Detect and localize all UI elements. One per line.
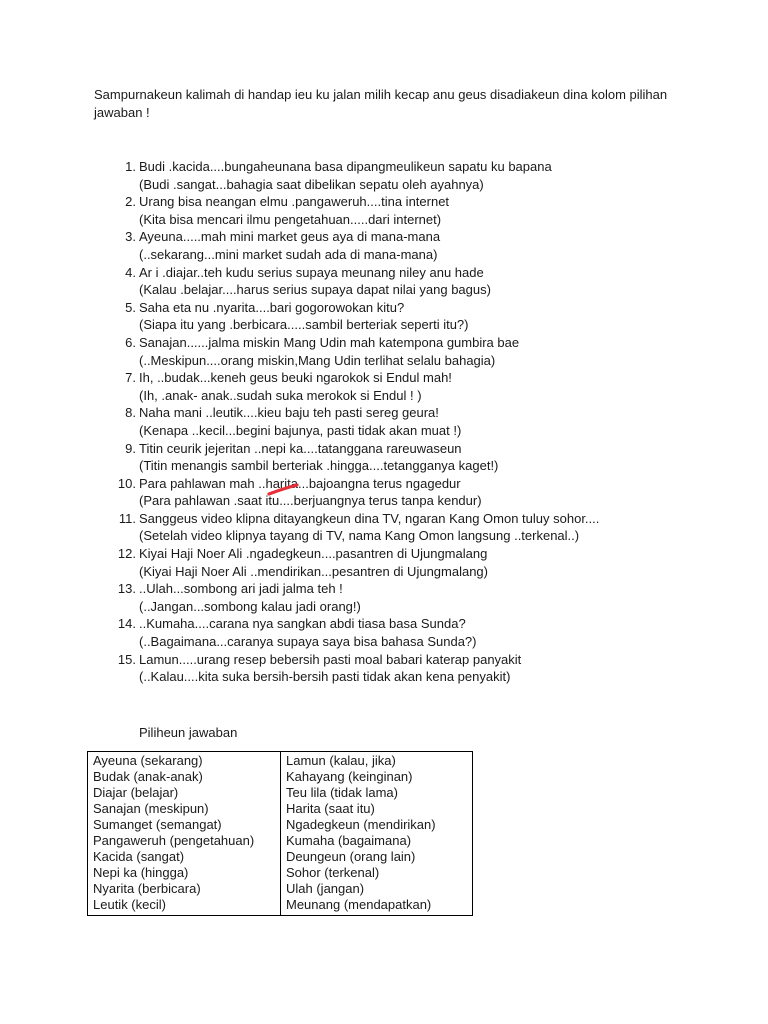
- question-sundanese: ..Ulah...sombong ari jadi jalma teh !: [139, 581, 343, 597]
- choice-item: Deungeun (orang lain): [286, 849, 416, 864]
- question-indonesian: (Kenapa ..kecil...begini bajunya, pasti tidak akan muat !): [139, 422, 462, 438]
- question-number: 14.: [117, 616, 136, 632]
- question-list: [117, 158, 699, 686]
- question-sundanese: Saha eta nu .nyarita....bari gogorowokan kitu?: [139, 299, 405, 315]
- choice-item: Pangaweruh (pengetahuan): [93, 833, 255, 848]
- question-number: 8.: [125, 405, 136, 421]
- question-sundanese: ..Kumaha....carana nya sangkan abdi tiasa basa Sunda?: [139, 616, 466, 632]
- choice-item: Ngadegkeun (mendirikan): [286, 817, 436, 832]
- question-number: 4.: [125, 264, 136, 280]
- choice-item: Harita (saat itu): [286, 801, 375, 816]
- question-sundanese: Sanajan......jalma miskin Mang Udin mah katempona gumbira bae: [139, 334, 520, 350]
- question-indonesian: (..Jangan...sombong kalau jadi orang!): [139, 598, 361, 614]
- question-indonesian: (Ih, .anak- anak..sudah suka merokok si Endul ! ): [139, 387, 422, 403]
- choice-item: Diajar (belajar): [93, 785, 179, 800]
- question-number: 15.: [117, 651, 136, 667]
- question-item: [117, 545, 699, 580]
- question-item: [125, 228, 699, 263]
- question-number: 2.: [125, 194, 136, 210]
- question-number: 1.: [125, 159, 136, 174]
- question-indonesian: (Para pahlawan .saat itu....berjuangnya terus tanpa kendur): [139, 493, 482, 509]
- choice-item: Teu lila (tidak lama): [286, 785, 398, 800]
- question-sundanese: Para pahlawan mah ..harita...bajoangna terus ngagedur: [139, 475, 461, 491]
- question-item: [125, 369, 699, 404]
- question-sundanese: Urang bisa neangan elmu .pangaweruh....tina internet: [139, 194, 450, 210]
- question-number: 7.: [125, 370, 136, 386]
- choice-item: Lamun (kalau, jika): [286, 753, 396, 768]
- question-sundanese: Ar i .diajar..teh kudu serius supaya meunang niley anu hade: [139, 264, 484, 280]
- question-indonesian: (Kita bisa mencari ilmu pengetahuan.....dari internet): [139, 211, 442, 227]
- question-item: [117, 580, 699, 615]
- question-number: 5.: [125, 299, 136, 315]
- choice-item: Nyarita (berbicara): [93, 881, 201, 896]
- question-item: [125, 158, 699, 193]
- question-number: 9.: [125, 440, 136, 456]
- question-item: [125, 264, 699, 299]
- question-item: [117, 475, 699, 510]
- choices-left-column: [88, 752, 281, 916]
- question-number: 3.: [125, 229, 136, 245]
- question-sundanese: Budi .kacida....bungaheunana basa dipangmeulikeun sapatu ku bapana: [139, 159, 552, 174]
- question-item: [117, 615, 699, 650]
- question-item: [118, 510, 699, 545]
- question-sundanese: Titin ceurik jejeritan ..nepi ka....tatanggana rareuwaseun: [139, 440, 462, 456]
- question-indonesian: (Kiyai Haji Noer Ali ..mendirikan...pesantren di Ujungmalang): [139, 563, 488, 579]
- question-sundanese: Ayeuna.....mah mini market geus aya di mana-mana: [139, 229, 441, 245]
- question-item: [125, 193, 699, 228]
- answer-choices-table: [87, 751, 473, 916]
- question-number: 10.: [117, 475, 136, 491]
- question-indonesian: (..Meskipun....orang miskin,Mang Udin terlihat selalu bahagia): [139, 352, 496, 368]
- question-indonesian: (Siapa itu yang .berbicara.....sambil berteriak seperti itu?): [139, 317, 469, 333]
- choices-heading: Piliheun jawaban: [139, 725, 238, 740]
- choice-item: Kahayang (keinginan): [286, 769, 413, 784]
- question-item: [125, 440, 699, 475]
- question-item: [125, 334, 699, 369]
- question-sundanese: Sanggeus video klipna ditayangkeun dina TV, ngaran Kang Omon tuluy sohor....: [139, 510, 600, 526]
- question-indonesian: (Setelah video klipnya tayang di TV, nama Kang Omon langsung ..terkenal..): [139, 528, 580, 544]
- choice-item: Sanajan (meskipun): [93, 801, 209, 816]
- choice-item: Ayeuna (sekarang): [93, 753, 203, 768]
- choice-item: Sumanget (semangat): [93, 817, 222, 832]
- question-item: [125, 299, 699, 334]
- question-indonesian: (Kalau .belajar....harus serius supaya dapat nilai yang bagus): [139, 282, 491, 298]
- question-sundanese: Lamun.....urang resep bebersih pasti moal babari katerap panyakit: [139, 651, 522, 667]
- choice-item: Nepi ka (hingga): [93, 865, 189, 880]
- choice-item: Sohor (terkenal): [286, 865, 380, 880]
- question-indonesian: (Titin menangis sambil berteriak .hingga....tetangganya kaget!): [139, 458, 499, 474]
- question-indonesian: (..Bagaimana...caranya supaya saya bisa bahasa Sunda?): [139, 634, 477, 650]
- question-number: 12.: [117, 546, 136, 562]
- question-number: 11.: [118, 510, 136, 526]
- question-indonesian: (Budi .sangat...bahagia saat dibelikan sepatu oleh ayahnya): [139, 176, 484, 192]
- choice-item: Kumaha (bagaimana): [286, 833, 412, 848]
- instruction-text: Sampurnakeun kalimah di handap ieu ku jalan milih kecap anu geus disadiakeun dina kolom pilihan jawaban !: [94, 87, 668, 120]
- question-sundanese: Kiyai Haji Noer Ali .ngadegkeun....pasantren di Ujungmalang: [139, 546, 488, 562]
- question-indonesian: (..Kalau....kita suka bersih-bersih pasti tidak akan kena penyakit): [139, 669, 511, 685]
- question-indonesian: (..sekarang...mini market sudah ada di mana-mana): [139, 246, 438, 262]
- question-item: [125, 404, 699, 439]
- question-number: 13.: [117, 581, 136, 597]
- choice-item: Kacida (sangat): [93, 849, 185, 864]
- choice-item: Ulah (jangan): [286, 881, 365, 896]
- choice-item: Leutik (kecil): [93, 897, 166, 912]
- choice-item: Budak (anak-anak): [93, 769, 203, 784]
- question-item: [117, 651, 699, 686]
- question-number: 6.: [125, 334, 136, 350]
- question-sundanese: Naha mani ..leutik....kieu baju teh pasti sereg geura!: [139, 405, 439, 421]
- choice-item: Meunang (mendapatkan): [286, 897, 432, 912]
- choices-right-column: [281, 752, 473, 916]
- question-sundanese: Ih, ..budak...keneh geus beuki ngarokok si Endul mah!: [139, 370, 452, 386]
